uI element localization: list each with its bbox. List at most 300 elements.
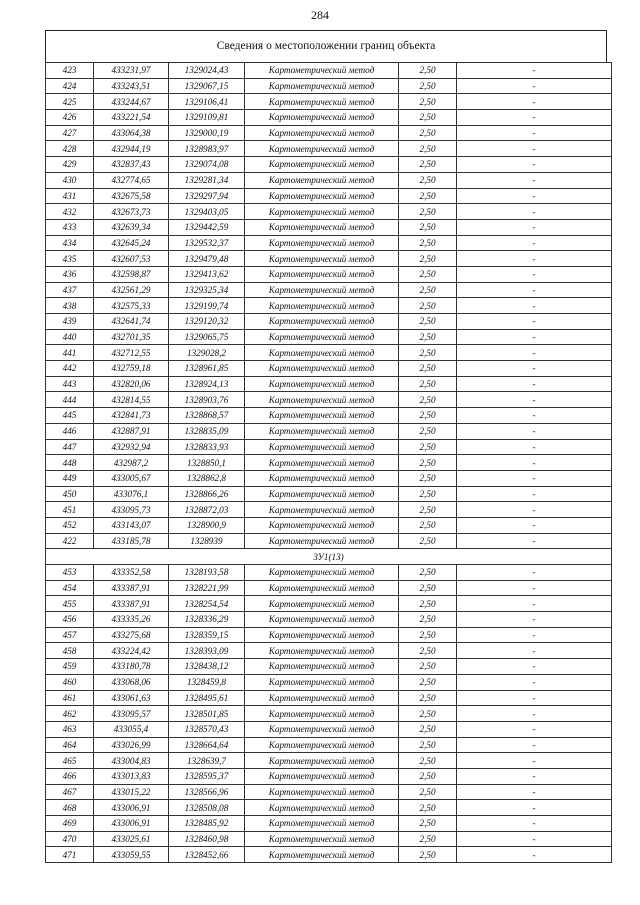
- cell-x-coordinate: 433387,91: [94, 596, 169, 612]
- table-row: [46, 141, 612, 157]
- cell-y-coordinate: 1329199,74: [169, 298, 245, 314]
- cell-note: -: [457, 674, 612, 690]
- cell-accuracy: 2,50: [399, 361, 457, 377]
- cell-note: -: [457, 768, 612, 784]
- cell-accuracy: 2,50: [399, 63, 457, 79]
- table-row: [46, 659, 612, 675]
- cell-method: Картометрический метод: [245, 157, 399, 173]
- table-row: [46, 94, 612, 110]
- cell-y-coordinate: 1328393,09: [169, 643, 245, 659]
- table-row: [46, 298, 612, 314]
- cell-point-number: 457: [46, 627, 94, 643]
- cell-method: Картометрический метод: [245, 188, 399, 204]
- cell-method: Картометрический метод: [245, 831, 399, 847]
- cell-note: -: [457, 63, 612, 79]
- cell-point-number: 428: [46, 141, 94, 157]
- cell-accuracy: 2,50: [399, 157, 457, 173]
- cell-y-coordinate: 1328924,13: [169, 376, 245, 392]
- cell-method: Картометрический метод: [245, 298, 399, 314]
- table-row: [46, 470, 612, 486]
- cell-accuracy: 2,50: [399, 690, 457, 706]
- cell-y-coordinate: 1329479,48: [169, 251, 245, 267]
- cell-point-number: 454: [46, 580, 94, 596]
- table-row: [46, 329, 612, 345]
- cell-point-number: 432: [46, 204, 94, 220]
- cell-note: -: [457, 831, 612, 847]
- cell-method: Картометрический метод: [245, 768, 399, 784]
- cell-method: Картометрический метод: [245, 392, 399, 408]
- table-row: [46, 643, 612, 659]
- cell-x-coordinate: 432759,18: [94, 361, 169, 377]
- coordinates-table: [45, 62, 612, 863]
- cell-y-coordinate: 1328833,93: [169, 439, 245, 455]
- cell-method: Картометрический метод: [245, 94, 399, 110]
- cell-note: -: [457, 596, 612, 612]
- table-row: [46, 502, 612, 518]
- cell-y-coordinate: 1328866,26: [169, 486, 245, 502]
- cell-point-number: 423: [46, 63, 94, 79]
- cell-point-number: 443: [46, 376, 94, 392]
- cell-y-coordinate: 1329000,19: [169, 125, 245, 141]
- cell-point-number: 433: [46, 219, 94, 235]
- cell-y-coordinate: 1329024,43: [169, 63, 245, 79]
- cell-y-coordinate: 1328508,08: [169, 800, 245, 816]
- cell-y-coordinate: 1328336,29: [169, 612, 245, 628]
- cell-accuracy: 2,50: [399, 517, 457, 533]
- table-row: [46, 847, 612, 863]
- cell-x-coordinate: 432675,58: [94, 188, 169, 204]
- cell-y-coordinate: 1328495,61: [169, 690, 245, 706]
- cell-point-number: 429: [46, 157, 94, 173]
- table-row: [46, 345, 612, 361]
- cell-accuracy: 2,50: [399, 816, 457, 832]
- cell-method: Картометрический метод: [245, 580, 399, 596]
- cell-note: -: [457, 580, 612, 596]
- cell-method: Картометрический метод: [245, 596, 399, 612]
- cell-point-number: 447: [46, 439, 94, 455]
- cell-point-number: 444: [46, 392, 94, 408]
- cell-note: -: [457, 392, 612, 408]
- cell-accuracy: 2,50: [399, 659, 457, 675]
- cell-x-coordinate: 433061,63: [94, 690, 169, 706]
- cell-point-number: 445: [46, 408, 94, 424]
- cell-method: Картометрический метод: [245, 659, 399, 675]
- cell-note: -: [457, 486, 612, 502]
- cell-method: Картометрический метод: [245, 612, 399, 628]
- cell-point-number: 453: [46, 565, 94, 581]
- cell-point-number: 468: [46, 800, 94, 816]
- table-row: [46, 533, 612, 549]
- cell-point-number: 437: [46, 282, 94, 298]
- cell-x-coordinate: 433026,99: [94, 737, 169, 753]
- cell-accuracy: 2,50: [399, 643, 457, 659]
- cell-x-coordinate: 432575,33: [94, 298, 169, 314]
- table-row: [46, 800, 612, 816]
- cell-x-coordinate: 433231,97: [94, 63, 169, 79]
- cell-accuracy: 2,50: [399, 423, 457, 439]
- cell-y-coordinate: 1328850,1: [169, 455, 245, 471]
- cell-accuracy: 2,50: [399, 266, 457, 282]
- cell-accuracy: 2,50: [399, 110, 457, 126]
- cell-method: Картометрический метод: [245, 565, 399, 581]
- table-row: [46, 596, 612, 612]
- cell-point-number: 459: [46, 659, 94, 675]
- cell-accuracy: 2,50: [399, 753, 457, 769]
- cell-y-coordinate: 1329028,2: [169, 345, 245, 361]
- cell-x-coordinate: 432701,35: [94, 329, 169, 345]
- cell-method: Картометрический метод: [245, 408, 399, 424]
- table-row: [46, 816, 612, 832]
- cell-x-coordinate: 433224,42: [94, 643, 169, 659]
- cell-y-coordinate: 1328452,66: [169, 847, 245, 863]
- cell-x-coordinate: 433015,22: [94, 784, 169, 800]
- table-row: [46, 235, 612, 251]
- cell-point-number: 452: [46, 517, 94, 533]
- cell-note: -: [457, 800, 612, 816]
- cell-method: Картометрический метод: [245, 125, 399, 141]
- table-row: [46, 78, 612, 94]
- cell-note: -: [457, 282, 612, 298]
- cell-x-coordinate: 433004,83: [94, 753, 169, 769]
- cell-y-coordinate: 1328438,12: [169, 659, 245, 675]
- cell-method: Картометрический метод: [245, 753, 399, 769]
- cell-x-coordinate: 432561,29: [94, 282, 169, 298]
- table-row: [46, 737, 612, 753]
- cell-note: -: [457, 94, 612, 110]
- cell-point-number: 455: [46, 596, 94, 612]
- table-row: [46, 439, 612, 455]
- cell-note: -: [457, 565, 612, 581]
- cell-y-coordinate: 1329074,08: [169, 157, 245, 173]
- cell-accuracy: 2,50: [399, 345, 457, 361]
- cell-note: -: [457, 219, 612, 235]
- cell-y-coordinate: 1329109,81: [169, 110, 245, 126]
- cell-note: -: [457, 157, 612, 173]
- cell-point-number: 425: [46, 94, 94, 110]
- cell-method: Картометрический метод: [245, 816, 399, 832]
- cell-method: Картометрический метод: [245, 266, 399, 282]
- table-row: [46, 706, 612, 722]
- cell-method: Картометрический метод: [245, 63, 399, 79]
- cell-accuracy: 2,50: [399, 376, 457, 392]
- cell-x-coordinate: 432814,55: [94, 392, 169, 408]
- cell-point-number: 435: [46, 251, 94, 267]
- cell-x-coordinate: 433064,38: [94, 125, 169, 141]
- cell-x-coordinate: 432944,19: [94, 141, 169, 157]
- cell-note: -: [457, 408, 612, 424]
- cell-note: -: [457, 423, 612, 439]
- cell-method: Картометрический метод: [245, 674, 399, 690]
- cell-point-number: 448: [46, 455, 94, 471]
- cell-method: Картометрический метод: [245, 110, 399, 126]
- cell-method: Картометрический метод: [245, 847, 399, 863]
- cell-y-coordinate: 1328460,98: [169, 831, 245, 847]
- cell-x-coordinate: 433243,51: [94, 78, 169, 94]
- cell-accuracy: 2,50: [399, 125, 457, 141]
- cell-y-coordinate: 1329106,41: [169, 94, 245, 110]
- cell-method: Картометрический метод: [245, 141, 399, 157]
- cell-point-number: 442: [46, 361, 94, 377]
- cell-x-coordinate: 433025,61: [94, 831, 169, 847]
- cell-method: Картометрический метод: [245, 800, 399, 816]
- coordinates-sheet: [45, 30, 607, 863]
- cell-point-number: 436: [46, 266, 94, 282]
- table-body-main: [46, 63, 612, 549]
- cell-accuracy: 2,50: [399, 251, 457, 267]
- cell-note: -: [457, 345, 612, 361]
- cell-point-number: 466: [46, 768, 94, 784]
- cell-x-coordinate: 432837,43: [94, 157, 169, 173]
- cell-accuracy: 2,50: [399, 282, 457, 298]
- cell-x-coordinate: 433221,54: [94, 110, 169, 126]
- cell-y-coordinate: 1328570,43: [169, 721, 245, 737]
- cell-y-coordinate: 1329120,32: [169, 314, 245, 330]
- cell-note: -: [457, 627, 612, 643]
- cell-x-coordinate: 433185,78: [94, 533, 169, 549]
- cell-x-coordinate: 433244,67: [94, 94, 169, 110]
- cell-point-number: 467: [46, 784, 94, 800]
- cell-x-coordinate: 433005,67: [94, 470, 169, 486]
- cell-x-coordinate: 433059,55: [94, 847, 169, 863]
- cell-point-number: 465: [46, 753, 94, 769]
- table-body-section: [46, 565, 612, 863]
- page-number: 284: [311, 8, 329, 22]
- table-row: [46, 314, 612, 330]
- table-row: [46, 486, 612, 502]
- table-row: [46, 721, 612, 737]
- cell-note: -: [457, 659, 612, 675]
- cell-method: Картометрический метод: [245, 314, 399, 330]
- cell-x-coordinate: 433275,68: [94, 627, 169, 643]
- section-label: ЗУ1(13): [46, 549, 612, 565]
- cell-y-coordinate: 1328872,03: [169, 502, 245, 518]
- cell-x-coordinate: 433013,83: [94, 768, 169, 784]
- cell-note: -: [457, 690, 612, 706]
- cell-accuracy: 2,50: [399, 612, 457, 628]
- cell-y-coordinate: 1328501,85: [169, 706, 245, 722]
- table-row: [46, 63, 612, 79]
- cell-accuracy: 2,50: [399, 298, 457, 314]
- cell-note: -: [457, 361, 612, 377]
- cell-accuracy: 2,50: [399, 188, 457, 204]
- cell-accuracy: 2,50: [399, 533, 457, 549]
- table-row: [46, 690, 612, 706]
- cell-x-coordinate: 432641,74: [94, 314, 169, 330]
- cell-point-number: 471: [46, 847, 94, 863]
- cell-note: -: [457, 141, 612, 157]
- cell-y-coordinate: 1328193,58: [169, 565, 245, 581]
- cell-y-coordinate: 1329325,34: [169, 282, 245, 298]
- cell-point-number: 463: [46, 721, 94, 737]
- cell-x-coordinate: 433006,91: [94, 800, 169, 816]
- cell-method: Картометрический метод: [245, 329, 399, 345]
- cell-x-coordinate: 432932,94: [94, 439, 169, 455]
- cell-note: -: [457, 172, 612, 188]
- cell-method: Картометрический метод: [245, 517, 399, 533]
- cell-y-coordinate: 1328903,76: [169, 392, 245, 408]
- cell-note: -: [457, 533, 612, 549]
- cell-x-coordinate: 433095,73: [94, 502, 169, 518]
- cell-accuracy: 2,50: [399, 78, 457, 94]
- cell-note: -: [457, 816, 612, 832]
- cell-note: -: [457, 753, 612, 769]
- table-row: [46, 831, 612, 847]
- cell-x-coordinate: 433055,4: [94, 721, 169, 737]
- table-row: [46, 110, 612, 126]
- cell-method: Картометрический метод: [245, 690, 399, 706]
- cell-point-number: 461: [46, 690, 94, 706]
- cell-method: Картометрический метод: [245, 361, 399, 377]
- cell-y-coordinate: 1328961,85: [169, 361, 245, 377]
- cell-point-number: 446: [46, 423, 94, 439]
- cell-y-coordinate: 1328485,92: [169, 816, 245, 832]
- cell-accuracy: 2,50: [399, 721, 457, 737]
- cell-note: -: [457, 204, 612, 220]
- cell-note: -: [457, 78, 612, 94]
- cell-method: Картометрический метод: [245, 533, 399, 549]
- cell-accuracy: 2,50: [399, 706, 457, 722]
- cell-note: -: [457, 517, 612, 533]
- table-row: [46, 392, 612, 408]
- cell-y-coordinate: 1329281,34: [169, 172, 245, 188]
- cell-note: -: [457, 110, 612, 126]
- cell-y-coordinate: 1329442,59: [169, 219, 245, 235]
- cell-y-coordinate: 1329413,62: [169, 266, 245, 282]
- cell-note: -: [457, 737, 612, 753]
- cell-x-coordinate: 432987,2: [94, 455, 169, 471]
- cell-x-coordinate: 433387,91: [94, 580, 169, 596]
- cell-note: -: [457, 706, 612, 722]
- cell-x-coordinate: 433143,07: [94, 517, 169, 533]
- cell-note: -: [457, 612, 612, 628]
- section-row: [46, 549, 612, 565]
- cell-x-coordinate: 432673,73: [94, 204, 169, 220]
- cell-note: -: [457, 188, 612, 204]
- cell-point-number: 434: [46, 235, 94, 251]
- cell-note: -: [457, 502, 612, 518]
- cell-accuracy: 2,50: [399, 486, 457, 502]
- cell-method: Картометрический метод: [245, 345, 399, 361]
- cell-method: Картометрический метод: [245, 204, 399, 220]
- table-row: [46, 768, 612, 784]
- cell-x-coordinate: 433335,26: [94, 612, 169, 628]
- cell-note: -: [457, 847, 612, 863]
- cell-method: Картометрический метод: [245, 737, 399, 753]
- table-row: [46, 517, 612, 533]
- cell-x-coordinate: 432598,87: [94, 266, 169, 282]
- cell-y-coordinate: 1328254,54: [169, 596, 245, 612]
- cell-y-coordinate: 1328595,37: [169, 768, 245, 784]
- cell-point-number: 424: [46, 78, 94, 94]
- table-row: [46, 455, 612, 471]
- table-row: [46, 580, 612, 596]
- table-row: [46, 266, 612, 282]
- table-row: [46, 157, 612, 173]
- cell-y-coordinate: 1328983,97: [169, 141, 245, 157]
- cell-x-coordinate: 433180,78: [94, 659, 169, 675]
- table-row: [46, 125, 612, 141]
- cell-point-number: 430: [46, 172, 94, 188]
- table-row: [46, 204, 612, 220]
- table-row: [46, 361, 612, 377]
- cell-point-number: 460: [46, 674, 94, 690]
- cell-method: Картометрический метод: [245, 376, 399, 392]
- cell-note: -: [457, 266, 612, 282]
- cell-x-coordinate: 433352,58: [94, 565, 169, 581]
- cell-accuracy: 2,50: [399, 392, 457, 408]
- cell-method: Картометрический метод: [245, 282, 399, 298]
- cell-accuracy: 2,50: [399, 314, 457, 330]
- table-row: [46, 753, 612, 769]
- cell-accuracy: 2,50: [399, 470, 457, 486]
- cell-x-coordinate: 432820,06: [94, 376, 169, 392]
- cell-point-number: 469: [46, 816, 94, 832]
- cell-accuracy: 2,50: [399, 329, 457, 345]
- cell-note: -: [457, 643, 612, 659]
- cell-accuracy: 2,50: [399, 627, 457, 643]
- cell-method: Картометрический метод: [245, 455, 399, 471]
- cell-point-number: 438: [46, 298, 94, 314]
- cell-method: Картометрический метод: [245, 219, 399, 235]
- cell-y-coordinate: 1328868,57: [169, 408, 245, 424]
- table-row: [46, 251, 612, 267]
- cell-y-coordinate: 1328862,8: [169, 470, 245, 486]
- cell-note: -: [457, 125, 612, 141]
- cell-accuracy: 2,50: [399, 565, 457, 581]
- cell-point-number: 427: [46, 125, 94, 141]
- cell-note: -: [457, 329, 612, 345]
- table-row: [46, 612, 612, 628]
- cell-point-number: 450: [46, 486, 94, 502]
- table-row: [46, 784, 612, 800]
- cell-accuracy: 2,50: [399, 172, 457, 188]
- table-row: [46, 408, 612, 424]
- cell-note: -: [457, 470, 612, 486]
- cell-accuracy: 2,50: [399, 94, 457, 110]
- cell-point-number: 449: [46, 470, 94, 486]
- cell-method: Картометрический метод: [245, 784, 399, 800]
- table-row: [46, 376, 612, 392]
- cell-accuracy: 2,50: [399, 580, 457, 596]
- cell-accuracy: 2,50: [399, 674, 457, 690]
- cell-method: Картометрический метод: [245, 423, 399, 439]
- cell-x-coordinate: 432887,91: [94, 423, 169, 439]
- cell-point-number: 440: [46, 329, 94, 345]
- cell-y-coordinate: 1328459,8: [169, 674, 245, 690]
- cell-x-coordinate: 432639,34: [94, 219, 169, 235]
- cell-accuracy: 2,50: [399, 219, 457, 235]
- cell-method: Картометрический метод: [245, 502, 399, 518]
- cell-method: Картометрический метод: [245, 470, 399, 486]
- cell-point-number: 439: [46, 314, 94, 330]
- cell-accuracy: 2,50: [399, 768, 457, 784]
- cell-method: Картометрический метод: [245, 172, 399, 188]
- cell-point-number: 441: [46, 345, 94, 361]
- cell-y-coordinate: 1329297,94: [169, 188, 245, 204]
- cell-method: Картометрический метод: [245, 706, 399, 722]
- cell-y-coordinate: 1328221,99: [169, 580, 245, 596]
- cell-method: Картометрический метод: [245, 486, 399, 502]
- cell-point-number: 422: [46, 533, 94, 549]
- cell-point-number: 456: [46, 612, 94, 628]
- section-header-body: [46, 549, 612, 565]
- cell-x-coordinate: 433076,1: [94, 486, 169, 502]
- table-row: [46, 188, 612, 204]
- cell-point-number: 426: [46, 110, 94, 126]
- table-title: Сведения о местоположении границ объекта: [45, 30, 607, 62]
- cell-accuracy: 2,50: [399, 737, 457, 753]
- cell-x-coordinate: 432607,53: [94, 251, 169, 267]
